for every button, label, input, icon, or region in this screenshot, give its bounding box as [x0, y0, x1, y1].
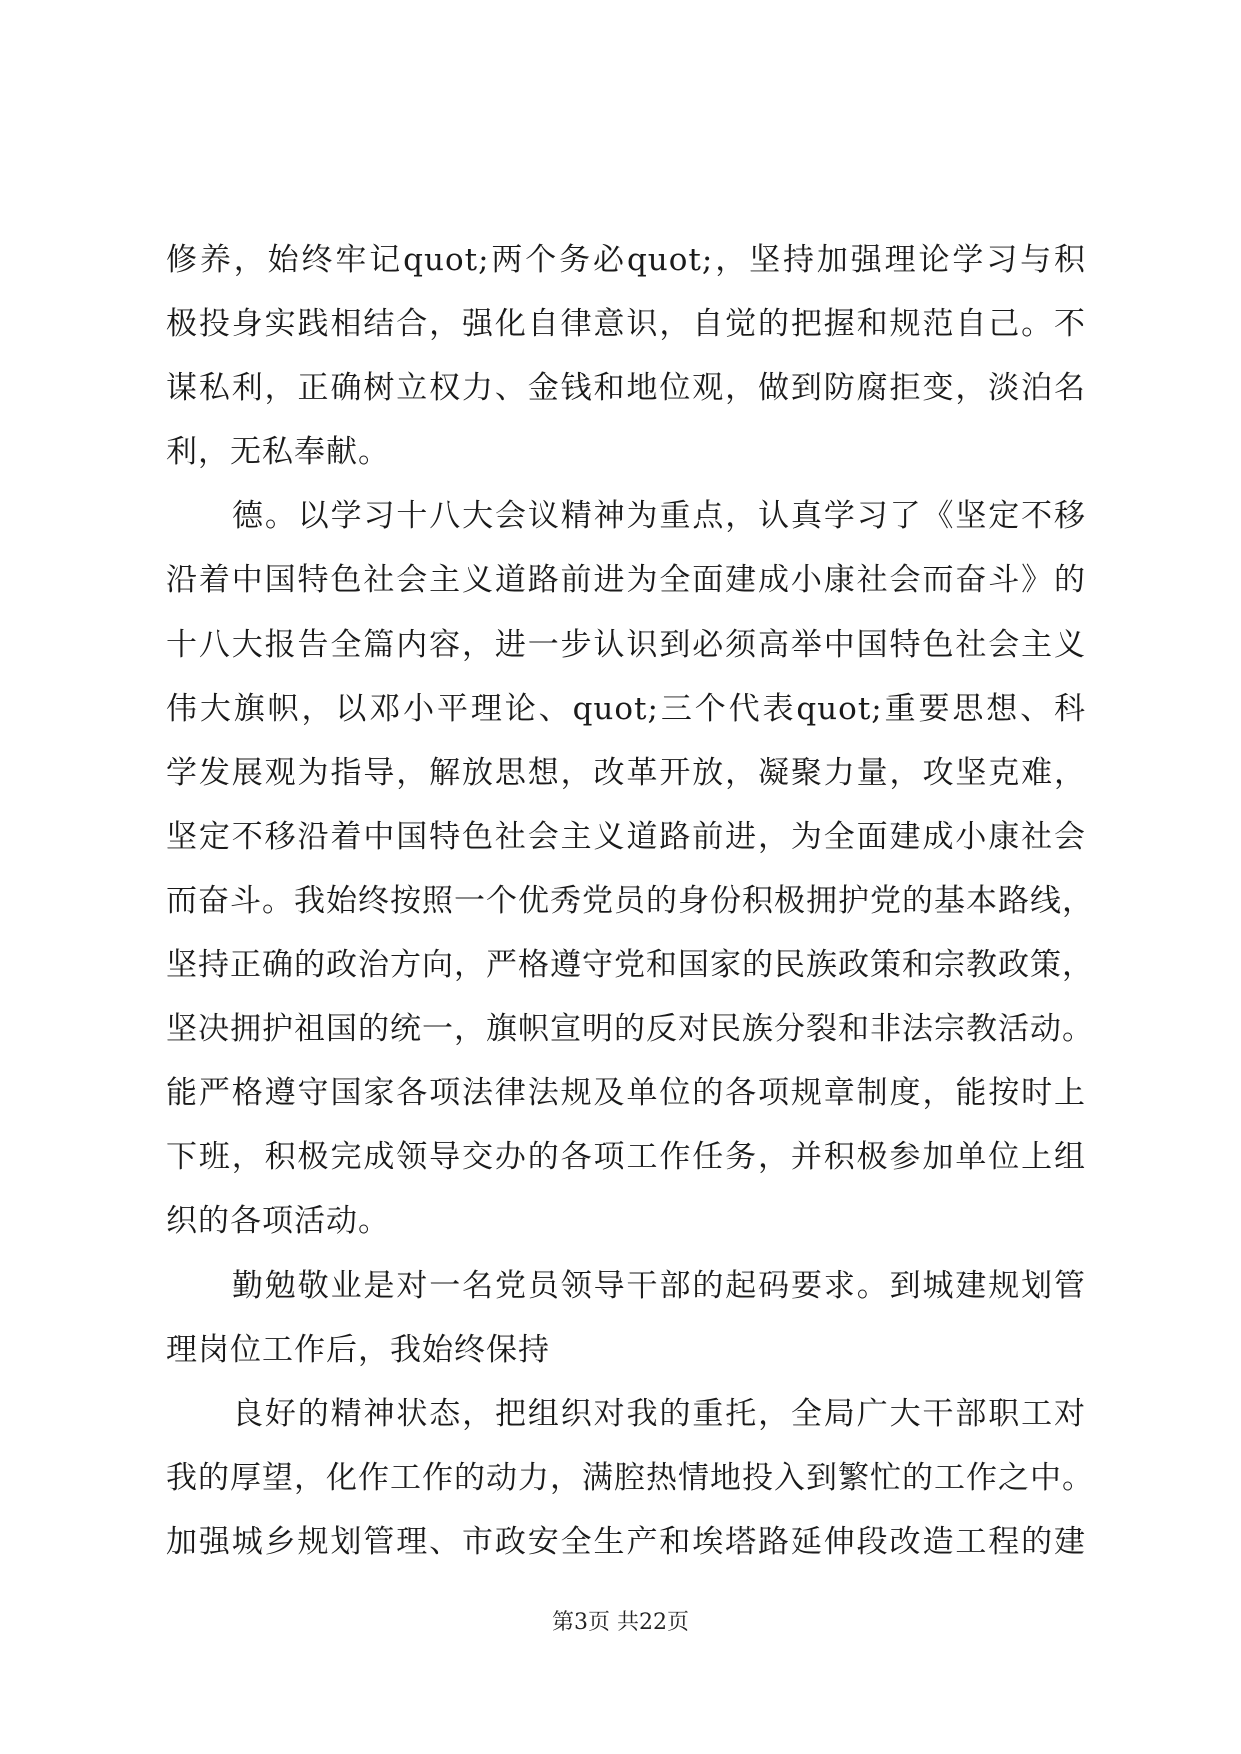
paragraph-start-line: 良好的精神状态，把组织对我的重托，全局广大干部职工对 — [232, 1395, 1086, 1432]
text-line: 利，无私奉献。 — [166, 434, 390, 471]
text-line: 坚定不移沿着中国特色社会主义道路前进，为全面建成小康社会 — [166, 818, 1086, 855]
text-line: 加强城乡规划管理、市政安全生产和埃塔路延伸段改造工程的建 — [166, 1523, 1086, 1560]
text-line: 能严格遵守国家各项法律法规及单位的各项规章制度，能按时上 — [166, 1075, 1086, 1112]
text-line: 我的厚望，化作工作的动力，满腔热情地投入到繁忙的工作之中。 — [166, 1459, 1094, 1496]
text-line: 学发展观为指导，解放思想，改革开放，凝聚力量，攻坚克难， — [166, 754, 1086, 791]
text-line: 极投身实践相结合，强化自律意识，自觉的把握和规范自己。不 — [166, 306, 1086, 343]
text-line: 而奋斗。我始终按照一个优秀党员的身份积极拥护党的基本路线， — [166, 882, 1094, 919]
text-line: 沿着中国特色社会主义道路前进为全面建成小康社会而奋斗》的 — [166, 562, 1086, 599]
text-line: 下班，积极完成领导交办的各项工作任务，并积极参加单位上组 — [166, 1139, 1086, 1176]
text-line: 伟大旗帜，以邓小平理论、quot;三个代表quot;重要思想、科 — [166, 690, 1086, 727]
paragraph-start-line: 勤勉敬业是对一名党员领导干部的起码要求。到城建规划管 — [232, 1267, 1086, 1304]
text-line: 理岗位工作后，我始终保持 — [166, 1331, 550, 1368]
text-line: 坚持正确的政治方向，严格遵守党和国家的民族政策和宗教政策， — [166, 947, 1094, 984]
text-line: 织的各项活动。 — [166, 1203, 390, 1240]
text-line: 十八大报告全篇内容，进一步认识到必须高举中国特色社会主义 — [166, 626, 1086, 663]
document-body — [166, 228, 1094, 1574]
page-number-footer: 第3页 共22页 — [552, 1610, 689, 1635]
text-line: 修养，始终牢记quot;两个务必quot;，坚持加强理论学习与积 — [166, 242, 1086, 278]
paragraph-start-line: 德。以学习十八大会议精神为重点，认真学习了《坚定不移 — [232, 498, 1086, 535]
text-line: 谋私利，正确树立权力、金钱和地位观，做到防腐拒变，淡泊名 — [166, 370, 1086, 407]
text-line: 坚决拥护祖国的统一，旗帜宣明的反对民族分裂和非法宗教活动。 — [166, 1011, 1094, 1048]
